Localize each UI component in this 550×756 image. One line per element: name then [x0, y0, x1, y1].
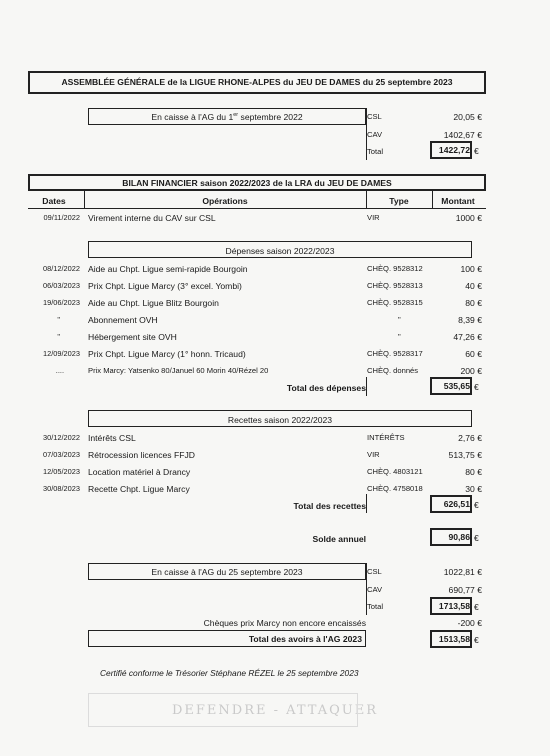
opening-line: CSL 20,05 € [367, 112, 482, 122]
closing-line: CSL 1022,81 € [367, 567, 482, 577]
depenses-total-euro: € [474, 382, 479, 392]
recettes-total-frame [366, 494, 367, 513]
recettes-total-value: 626,51 [443, 499, 470, 509]
closing-total-value: 1713,58 [438, 601, 470, 611]
opening-total-euro: € [474, 146, 479, 156]
opening-label: En caisse à l'AG du 1er septembre 2022 [151, 112, 303, 122]
col-ops-header: Opérations [202, 196, 248, 206]
expense-row: 12/09/2023 Prix Chpt. Ligue Marcy (1° honn. Tricaud) CHÈQ. 9528317 60 € [43, 349, 482, 359]
recettes-total-euro: € [474, 500, 479, 510]
income-row: 07/03/2023 Rétrocession licences FFJD VIR 513,75 € [43, 450, 482, 460]
transfer-row: 09/11/2022 Virement interne du CAV sur CSL VIR 1000 € [43, 213, 482, 223]
income-row: 12/05/2023 Location matériel à Drancy CHÈQ. 4803121 80 € [43, 467, 482, 477]
expense-row: .... Prix Marcy: Yatsenko 80/Januel 60 Morin 40/Rézel 20 CHÈQ. donnés 200 € [55, 366, 482, 376]
recettes-total-label: Total des recettes [293, 501, 366, 511]
background-stamp: DEFENDRE - ATTAQUER [172, 703, 378, 718]
col-amount-header: Montant [441, 196, 475, 206]
solde-label: Solde annuel [312, 534, 366, 544]
expense-row: 06/03/2023 Prix Chpt. Ligue Marcy (3° excel. Yombi) CHÈQ. 9528313 40 € [43, 281, 482, 291]
avoirs-value: 1513,58 [438, 634, 470, 644]
depenses-total-label: Total des dépenses [286, 383, 366, 393]
opening-line: CAV 1402,67 € [367, 130, 482, 140]
closing-total: Total [367, 602, 384, 611]
background-stamp-frame [88, 693, 358, 727]
pending-cheques-label: Chèques prix Marcy non encore encaissés [203, 618, 366, 628]
depenses-total-frame [366, 377, 367, 396]
depenses-title: Dépenses saison 2022/2023 [225, 246, 335, 256]
col-type-header: Type [389, 196, 409, 206]
depenses-total-value: 535,65 [443, 381, 470, 391]
header-divider [432, 191, 433, 208]
opening-total: Total [367, 147, 384, 156]
closing-label: En caisse à l'AG du 25 septembre 2023 [151, 567, 303, 577]
pending-cheques-value: -200 € [457, 618, 482, 628]
solde-euro: € [474, 533, 479, 543]
solde-value: 90,86 [448, 532, 470, 542]
page-title: ASSEMBLÉE GÉNÉRALE de la LIGUE RHONE-ALPES du JEU DE DAMES du 25 septembre 2023 [61, 77, 453, 87]
avoirs-euro: € [474, 635, 479, 645]
bilan-title: BILAN FINANCIER saison 2022/2023 de la LRA du JEU DE DAMES [122, 178, 392, 188]
header-underline [28, 208, 486, 209]
expense-row: 19/06/2023 Aide au Chpt. Ligue Blitz Bourgoin CHÈQ. 9528315 80 € [43, 298, 482, 308]
recettes-title: Recettes saison 2022/2023 [227, 415, 333, 425]
avoirs-label: Total des avoirs à l'AG 2023 [248, 634, 362, 644]
income-row: 30/08/2023 Recette Chpt. Ligue Marcy CHÈQ. 4758018 30 € [43, 484, 482, 494]
expense-row: " Hébergement site OVH " 47,26 € [57, 332, 482, 342]
opening-total-value: 1422,72 [438, 145, 470, 155]
expense-row: " Abonnement OVH " 8,39 € [57, 315, 482, 325]
header-divider [84, 191, 85, 208]
header-divider [366, 191, 367, 208]
closing-total-euro: € [474, 602, 479, 612]
certification-note: Certifié conforme le Trésorier Stéphane RÉZEL le 25 septembre 2023 [100, 668, 359, 678]
closing-line: CAV 690,77 € [367, 585, 482, 595]
col-dates-header: Dates [42, 196, 66, 206]
expense-row: 08/12/2022 Aide au Chpt. Ligue semi-rapide Bourgoin CHÈQ. 9528312 100 € [43, 264, 482, 274]
income-row: 30/12/2022 Intérêts CSL INTÉRÊTS 2,76 € [43, 433, 482, 443]
